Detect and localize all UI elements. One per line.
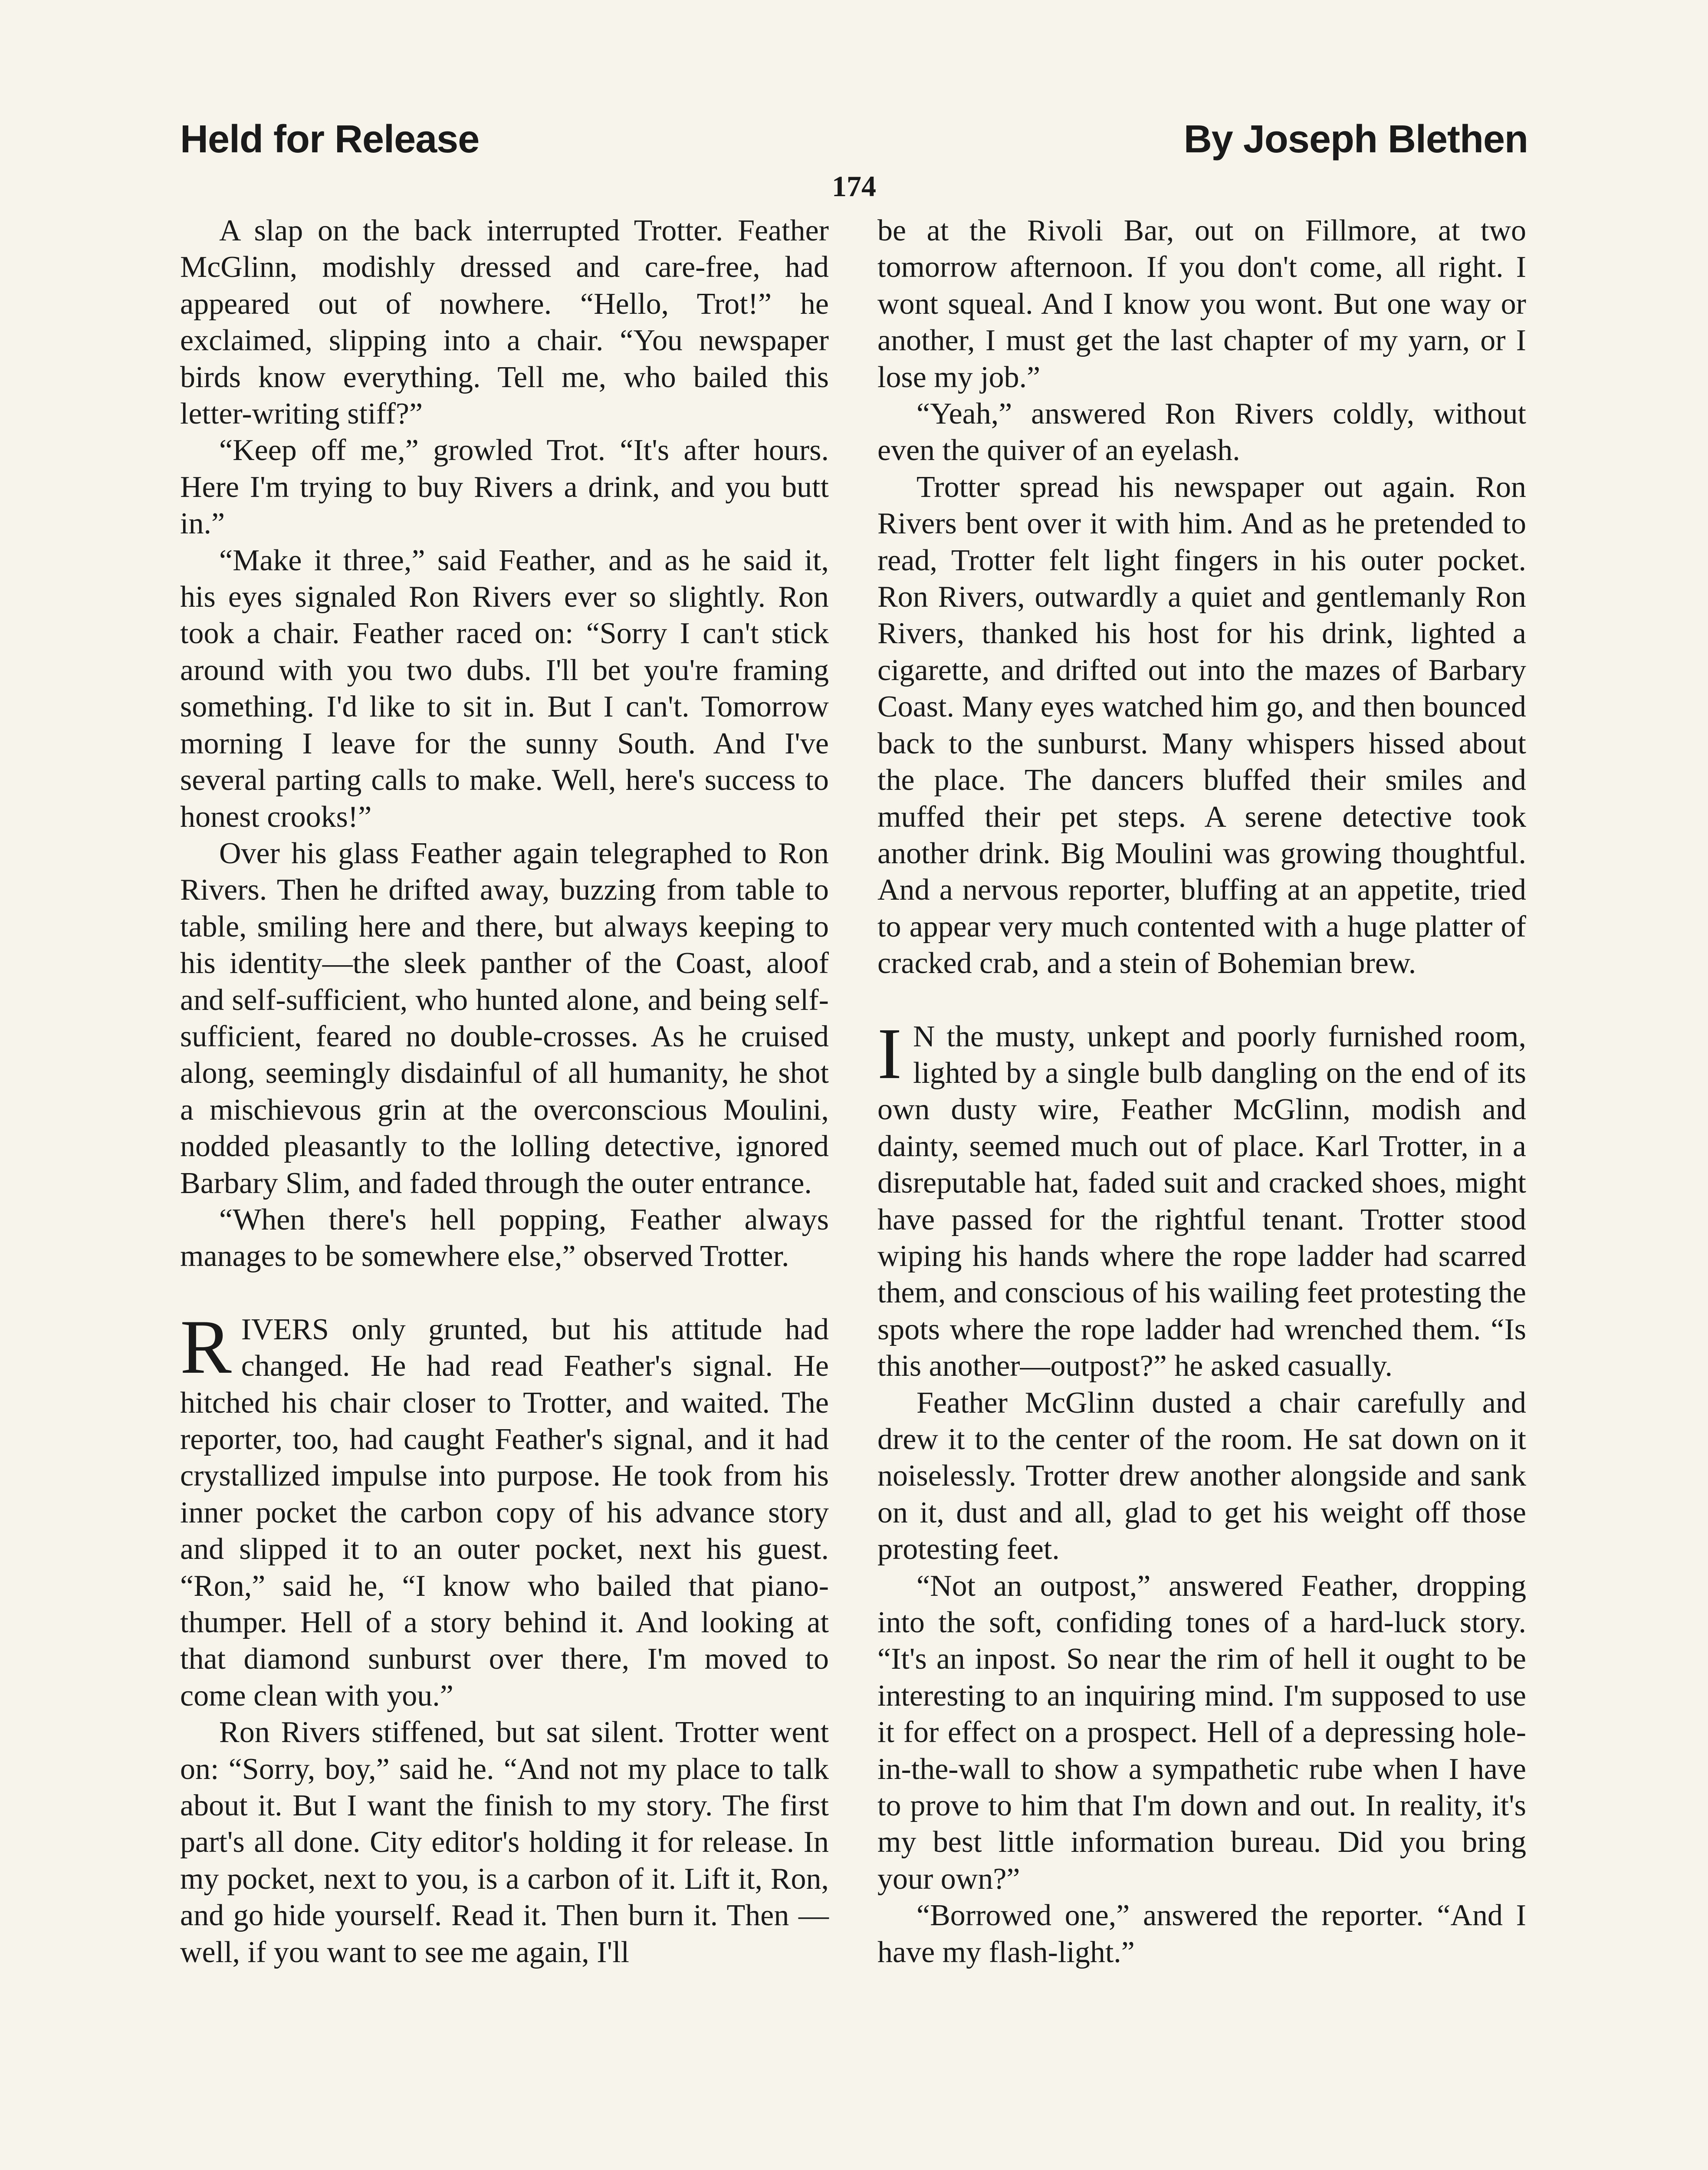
page-number: 174 bbox=[832, 170, 876, 203]
page-header bbox=[180, 117, 1528, 178]
story-author: By Joseph Blethen bbox=[1183, 118, 1528, 161]
paragraph: “Not an outpost,” answered Feather, dropping into the soft, confiding tones of a hard-luck story. “It's an inpost. So near the rim of hell it ought to be interesting to an inquiring mind. I'm supposed to use it for effect on a prospect. Hell of a depressing hole-in-the-wall to show a sympathetic rube when I have to prove to him that I'm down and out. In reality, it's my best little information bureau. Did you bring your own?” bbox=[877, 1569, 1526, 1896]
paragraph: Trotter spread his newspaper out again. Ron Rivers bent over it with him. And as he pretended to read, Trotter felt light fingers in his outer pocket. Ron Rivers, outwardly a quiet and gentlemanly Ron Rivers, thanked his host for his drink, lighted a cigarette, and drifted out into the mazes of Barbary Coast. Many eyes watched him go, and then bounced back to the sunburst. Many whispers hissed about the place. The dancers bluffed their smiles and muffed their pet steps. A serene detective took another drink. Big Moulini was growing thoughtful. And a nervous reporter, bluffing at an appetite, tried to appear very much contented with a huge platter of cracked crab, and a stein of Bohemian brew. bbox=[877, 470, 1526, 980]
drop-cap: I bbox=[877, 1013, 902, 1094]
left-column bbox=[180, 213, 829, 1971]
paragraph: A slap on the back interrupted Trotter. Feather McGlinn, modishly dressed and care-free, had appeared out of nowhere. “Hello, Trot!” he exclaimed, slipping into a chair. “You newspaper birds know everything. Tell me, who bailed this letter-writing stiff?” bbox=[180, 214, 829, 431]
section-text: IVERS only grunted, but his attitude had changed. He had read Feather's signal. He hitched his chair closer to Trotter, and waited. The reporter, too, had caught Feather's signal, and it had crystallized impulse into purpose. He took from his inner pocket the carbon copy of his advance story and slipped it to an outer pocket, next his guest. “Ron,” said he, “I know who bailed that piano-thumper. Hell of a story behind it. And looking at that diamond sunburst over there, I'm moved to come clean with you.” bbox=[180, 1312, 829, 1713]
paragraph: Over his glass Feather again telegraphed to Ron Rivers. Then he drifted away, buzzing from table to table, smiling here and there, but always keeping to his identity—the sleek panther of the Coast, aloof and self-sufficient, who hunted alone, and being self-sufficient, feared no double-crosses. As he cruised along, seemingly disdainful of all humanity, he shot a mischievous grin at the overconscious Moulini, nodded pleasantly to the lolling detective, ignored Barbary Slim, and faded through the outer entrance. bbox=[180, 836, 829, 1200]
section-paragraph bbox=[180, 1303, 829, 1714]
paragraph: Ron Rivers stiffened, but sat silent. Trotter went on: “Sorry, boy,” said he. “And not my place to talk about it. But I want the finish to my story. The first part's all done. City editor's holding it for release. In my pocket, next to you, is a carbon of it. Lift it, Ron, and go hide yourself. Read it. Then burn it. Then —well, if you want to see me again, I'll bbox=[180, 1716, 829, 1969]
paragraph: “When there's hell popping, Feather always manages to be somewhere else,” observed Trotter. bbox=[180, 1203, 829, 1273]
section-paragraph bbox=[877, 1013, 1526, 1385]
paragraph-continued: be at the Rivoli Bar, out on Fillmore, at two tomorrow afternoon. If you don't come, all right. I wont squeal. And I know you wont. But one way or another, I must get the last chapter of my yarn, or I lose my job.” bbox=[877, 214, 1526, 394]
story-title: Held for Release bbox=[180, 118, 480, 161]
section-text: N the musty, unkept and poorly furnished room, lighted by a single bulb dangling on the end of its own dusty wire, Feather McGlinn, modish and dainty, seemed much out of place. Karl Trotter, in a disreputable hat, faded suit and cracked shoes, might have passed for the rightful tenant. Trotter stood wiping his hands where the rope ladder had scarred them, and conscious of his wailing feet protesting the spots where the rope ladder had wrenched them. “Is this another—outpost?” he asked casually. bbox=[877, 1019, 1526, 1383]
right-column bbox=[877, 213, 1526, 1971]
paragraph: “Make it three,” said Feather, and as he said it, his eyes signaled Ron Rivers ever so slightly. Ron took a chair. Feather raced on: “Sorry I can't stick around with you two dubs. I'll bet you're framing something. I'd like to sit in. But I can't. Tomorrow morning I leave for the sunny South. And I've several parting calls to make. Well, here's success to honest crooks!” bbox=[180, 543, 829, 834]
paragraph: Feather McGlinn dusted a chair carefully and drew it to the center of the room. He sat down on it noiselessly. Trotter drew another alongside and sank on it, dust and all, glad to get his weight off those protesting feet. bbox=[877, 1386, 1526, 1566]
drop-cap: R bbox=[180, 1303, 232, 1390]
paragraph: “Keep off me,” growled Trot. “It's after hours. Here I'm trying to buy Rivers a drink, and you butt in.” bbox=[180, 434, 829, 541]
paragraph: “Borrowed one,” answered the reporter. “And I have my flash-light.” bbox=[877, 1899, 1526, 1969]
paragraph: “Yeah,” answered Ron Rivers coldly, without even the quiver of an eyelash. bbox=[877, 397, 1526, 467]
